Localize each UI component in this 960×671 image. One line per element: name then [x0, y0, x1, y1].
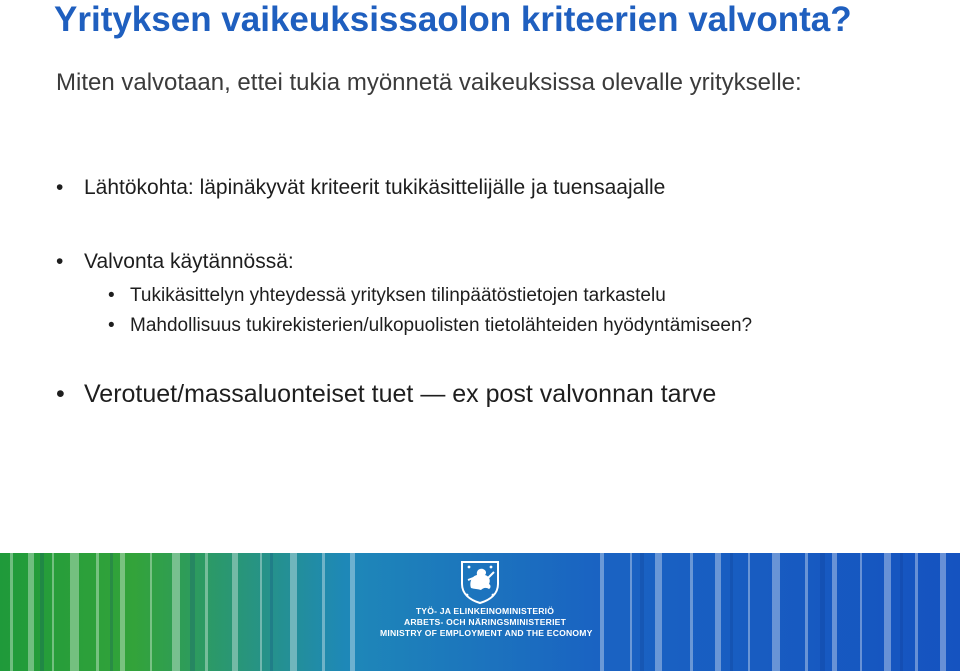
ministry-name: [380, 606, 593, 639]
ministry-name-finnish: TYÖ- JA ELINKEINOMINISTERIÖ: [415, 606, 555, 616]
sub-bullet-registers: [108, 315, 752, 337]
bullet-dot: •: [56, 176, 64, 199]
bullet-text: Verotuet/massaluonteiset tuet — ex post valvonnan tarve: [84, 380, 717, 408]
intro-text: Miten valvotaan, ettei tukia myönnetä vaikeuksissa olevalle yritykselle:: [56, 69, 802, 96]
sub-bullet-dot: •: [108, 315, 115, 336]
bullet-text: Lähtökohta: läpinäkyvät kriteerit tukikäsittelijälle ja tuensaajalle: [84, 176, 666, 199]
sub-bullet-text: Mahdollisuus tukirekisterien/ulkopuolisten tietolähteiden hyödyntämiseen?: [130, 315, 753, 336]
sub-bullet-text: Tukikäsittelyn yhteydessä yrityksen tilinpäätöstietojen tarkastelu: [130, 285, 666, 306]
bullet-dot: •: [56, 250, 64, 273]
bullet-starting-point: [56, 176, 665, 200]
bullet-dot: •: [56, 380, 65, 408]
ministry-name-swedish: ARBETS- OCH NÄRINGSMINISTERIET: [403, 617, 567, 627]
ministry-name-english: MINISTRY OF EMPLOYMENT AND THE ECONOMY: [380, 628, 593, 638]
slide-title: Yrityksen vaikeuksissaolon kriteerien valvonta?: [54, 0, 852, 39]
sub-bullet-dot: •: [108, 285, 115, 306]
bullet-text: Valvonta käytännössä:: [84, 250, 294, 273]
bullet-monitoring-in-practice: [56, 250, 294, 274]
lion-coat-of-arms-icon: [456, 558, 504, 604]
sub-bullet-financial-statements: [108, 285, 666, 307]
bullet-tax-aid: [56, 380, 716, 409]
